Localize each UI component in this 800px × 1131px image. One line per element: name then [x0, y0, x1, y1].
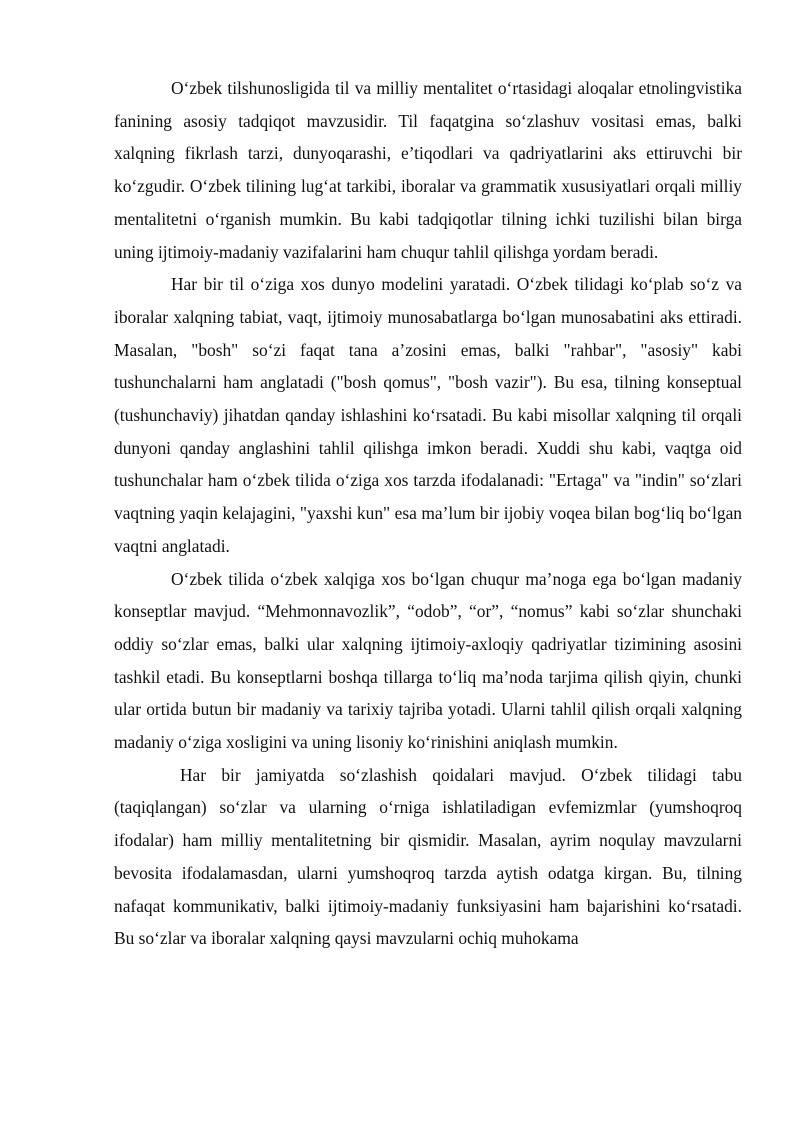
- document-page: [114, 72, 742, 955]
- paragraph-1: O‘zbek tilshunosligida til va milliy mentalitet o‘rtasidagi aloqalar etnolingvistika fanining asosiy tadqiqot mavzusidir. Til faqatgina so‘zlashuv vositasi emas, balki xalqning fikrlash tarzi, dunyoqarashi, e’tiqodlari va qadriyatlarini aks ettiruvchi bir ko‘zgudir. O‘zbek tilining lug‘at tarkibi, iboralar va grammatik xususiyatlari orqali milliy mentalitetni o‘rganish mumkin. Bu kabi tadqiqotlar tilning ichki tuzilishi bilan birga uning ijtimoiy-madaniy vazifalarini ham chuqur tahlil qilishga yordam beradi.: [114, 78, 742, 262]
- paragraph-3: O‘zbek tilida o‘zbek xalqiga xos bo‘lgan chuqur ma’noga ega bo‘lgan madaniy konseptlar mavjud. “Mehmonnavozlik”, “odob”, “or”, “nomus” kabi so‘zlar shunchaki oddiy so‘zlar emas, balki ular xalqning ijtimoiy-axloqiy qadriyatlar tizimining asosini tashkil etadi. Bu konseptlarni boshqa tillarga to‘liq ma’noda tarjima qilish qiyin, chunki ular ortida butun bir madaniy va tarixiy tajriba yotadi. Ularni tahlil qilish orqali xalqning madaniy o‘ziga xosligini va uning lisoniy ko‘rinishini aniqlash mumkin.: [114, 568, 742, 753]
- paragraph-2: Har bir til o‘ziga xos dunyo modelini yaratadi. O‘zbek tilidagi ko‘plab so‘z va iboralar xalqning tabiat, vaqt, ijtimoiy munosabatlarga bo‘lgan munosabatini aks ettiradi. Masalan, "bosh" so‘zi faqat tana a’zosini emas, balki "rahbar", "asosiy" kabi tushunchalarni ham anglatadi ("bosh qomus", "bosh vazir"). Bu esa, tilning konseptual (tushunchaviy) jihatdan qanday ishlashini ko‘rsatadi. Bu kabi misollar xalqning til orqali dunyoni qanday anglashini tahlil qilishga imkon beradi. Xuddi shu kabi, vaqtga oid tushunchalar ham o‘zbek tilida o‘ziga xos tarzda ifodalanadi: "Ertaga" va "indin" so‘zlari vaqtning yaqin kelajagini, "yaxshi kun" esa ma’lum bir ijobiy voqea bilan bog‘liq bo‘lgan vaqtni anglatadi.: [114, 274, 742, 556]
- paragraph-4: Har bir jamiyatda so‘zlashish qoidalari mavjud. O‘zbek tilidagi tabu (taqiqlangan) so‘zlar va ularning o‘rniga ishlatiladigan evfemizmlar (yumshoqroq ifodalar) ham milliy mentalitetning bir qismidir. Masalan, ayrim noqulay mavzularni bevosita ifodalamasdan, ularni yumshoqroq tarzda aytish odatga kirgan. Bu, tilning nafaqat kommunikativ, balki ijtimoiy-madaniy funksiyasini ham bajarishini ko‘rsatadi. Bu so‘zlar va iboralar xalqning qaysi mavzularni ochiq muhokama: [114, 764, 742, 949]
